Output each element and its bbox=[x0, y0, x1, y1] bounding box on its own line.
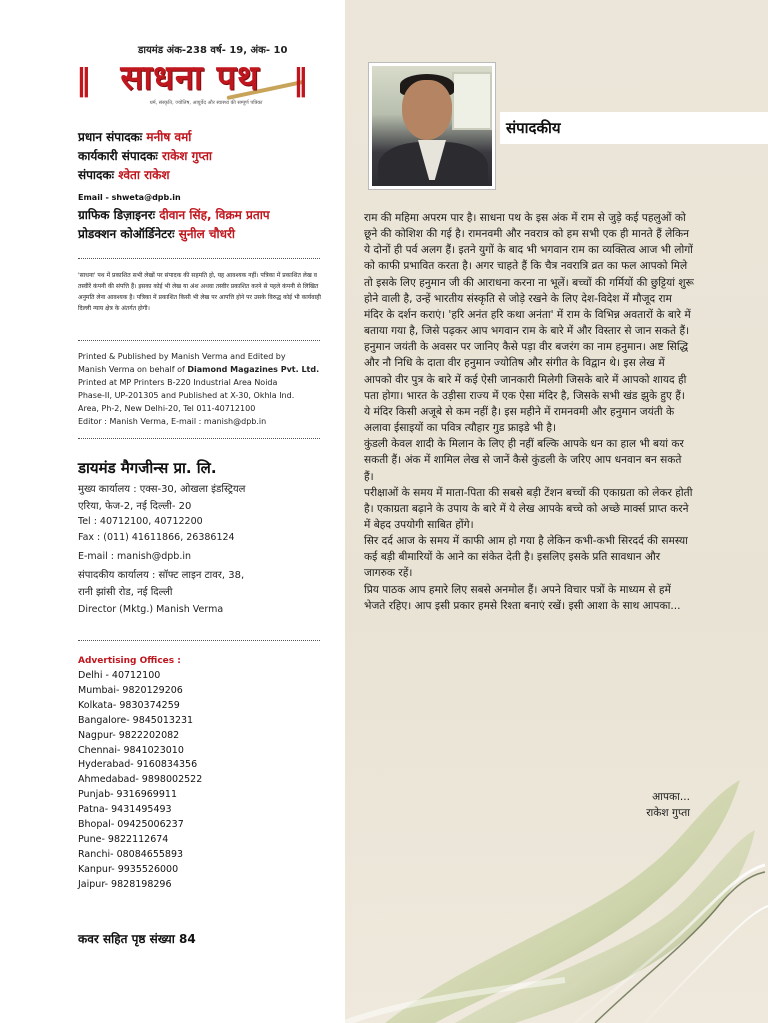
telephone: Tel : 40712100, 40712200 bbox=[78, 516, 203, 527]
address-line: रानी झांसी रोड, नई दिल्ली bbox=[78, 587, 173, 598]
editor-label: संपादकः bbox=[78, 168, 115, 182]
list-item: Mumbai- 9820129206 bbox=[78, 684, 183, 696]
print-line: Editor : Manish Verma, E-mail : manish@dpb.in bbox=[78, 417, 267, 426]
production-row bbox=[78, 225, 270, 244]
list-item: Bangalore- 9845013231 bbox=[78, 714, 194, 726]
fax: Fax : (011) 41611866, 26386124 bbox=[78, 532, 235, 543]
graphic-designer-names: दीवान सिंह, विक्रम प्रताप bbox=[159, 208, 270, 222]
print-line: Printed at MP Printers B-220 Industrial Area Noida bbox=[78, 378, 278, 387]
list-item: Patna- 9431495493 bbox=[78, 804, 172, 816]
logo-ornament-left: ‖ bbox=[76, 63, 91, 98]
print-line: Area, Ph-2, New Delhi-20, Tel 011-40712100 bbox=[78, 404, 256, 413]
decorative-swirl bbox=[345, 760, 768, 1023]
magazine-logo bbox=[76, 58, 308, 110]
list-item: Delhi - 40712100 bbox=[78, 670, 161, 681]
divider bbox=[78, 340, 320, 341]
address-line: संपादकीय कार्यालय : सॉफ्ट लाइन टावर, 38, bbox=[78, 570, 245, 581]
chief-editor-label: प्रधान संपादकः bbox=[78, 130, 143, 144]
divider bbox=[78, 640, 320, 641]
editorial-signature bbox=[560, 789, 690, 821]
design-credits bbox=[78, 206, 270, 244]
advertising-heading: Advertising Offices : bbox=[78, 656, 181, 666]
list-item: Punjab- 9316969911 bbox=[78, 789, 177, 801]
editorial-paragraph: हनुमान जयंती के अवसर पर जानिए कैसे पड़ा वीर बजरंग का नाम हनुमान। अष्ट सिद्धि और नौ निधि के दाता वीर हनुमान ज्योतिष और संगीत के विद्वान थे। इस लेख में आपको वीर पुत्र के बारे में कई ऐसी जानकारी मिलेगी जिसके बारे में आपको शायद ही पता होगा। भारत के उड़ीसा राज्य में एक ऐसा मंदिर है, जिसके सभी खंड झुके हुए हैं। ये मंदिर किसी अजूबे से कम नहीं है। इस महीने में रामनवमी और हनुमान जयंती के अलावा ईसाइयों का पवित्र त्यौहार गुड फ्राइडे भी है। bbox=[364, 341, 689, 435]
divider bbox=[78, 258, 320, 259]
print-line: Printed & Published by Manish Verma and Edited by bbox=[78, 352, 286, 361]
advertising-offices bbox=[78, 669, 202, 893]
executive-editor-label: कार्यकारी संपादकः bbox=[78, 149, 158, 163]
editorial-paragraph: प्रिय पाठक आप हमारे लिए सबसे अनमोल हैं। अपने विचार पत्रों के माध्यम से हमें भेजते रहिए। आप इसी प्रकार हमसे रिश्ता बनाएं रखें। इसी आशा के साथ आपका... bbox=[364, 583, 681, 612]
director: Director (Mktg.) Manish Verma bbox=[78, 604, 224, 615]
signature-line: आपका... bbox=[652, 791, 690, 803]
editor-photo bbox=[368, 62, 496, 190]
list-item: Hyderabad- 9160834356 bbox=[78, 759, 198, 771]
staff-credits bbox=[78, 128, 212, 185]
publisher-email: E-mail : manish@dpb.in bbox=[78, 551, 192, 562]
editor-name: श्वेता राकेश bbox=[118, 168, 170, 182]
editor-row bbox=[78, 166, 212, 185]
page-count: कवर सहित पृष्ठ संख्या 84 bbox=[78, 932, 196, 946]
print-line: Phase-II, UP-201305 and Published at X-30, Okhla Ind. bbox=[78, 391, 295, 400]
list-item: Jaipur- 9828198296 bbox=[78, 878, 172, 890]
publisher-name: डायमंड मैगजीन्स प्रा. लि. bbox=[78, 459, 217, 477]
disclaimer-text: 'साधना' पथ में प्रकाशित सभी लेखों पर संपादक की सहमति हो, यह आवश्यक नहीं। पत्रिका में प्रकाशित लेख व तस्वीरें कंपनी की संपत्ति हैं। इसका कोई भी लेख या अंश अथवा तस्वीर प्रकाशित करने से पहले कंपनी से लिखित अनुमति लेना आवश्यक है। पत्रिका में प्रकाशित किसी भी लेख पर आपत्ति होने पर उसके विरुद्ध कोई भी कार्यवाही दिल्ली न्याय क्षेत्र के अंतर्गत होगी। bbox=[78, 272, 321, 312]
graphic-designer-label: ग्राफिक डिज़ाइनरः bbox=[78, 208, 156, 222]
editorial-paragraph: परीक्षाओं के समय में माता-पिता की सबसे बड़ी टेंशन बच्चों की एकाग्रता को लेकर होती है। एकाग्रता बढ़ाने के उपाय के बारे में ये लेख आपके बच्चे को अच्छे मार्क्स प्राप्त करने में बेहद उपयोगी साबित होंगे। bbox=[364, 486, 693, 531]
magazine-tagline: धर्म, संस्कृति, ज्योतिष, आयुर्वेद और स्वास्थ्य की सम्पूर्ण पत्रिका bbox=[149, 100, 263, 106]
list-item: Pune- 9822112674 bbox=[78, 833, 169, 845]
logo-ornament-right: ‖ bbox=[293, 63, 308, 98]
chief-editor-name: मनीष वर्मा bbox=[146, 130, 192, 144]
executive-editor-row bbox=[78, 147, 212, 166]
editorial-body bbox=[364, 210, 694, 614]
list-item: Nagpur- 9822202082 bbox=[78, 729, 180, 741]
list-item: Chennai- 9841023010 bbox=[78, 744, 184, 756]
list-item: Ahmedabad- 9898002522 bbox=[78, 774, 203, 786]
list-item: Bhopal- 09425006237 bbox=[78, 819, 184, 831]
production-label: प्रोडक्शन कोऑर्डिनेटरः bbox=[78, 227, 175, 241]
divider bbox=[78, 438, 320, 439]
address-line: मुख्य कार्यालय : एक्स-30, ओखला इंडस्ट्रियल bbox=[78, 484, 246, 495]
address-line: एरिया, फेज-2, नई दिल्ली- 20 bbox=[78, 501, 192, 512]
print-line bbox=[78, 363, 328, 376]
print-info bbox=[78, 350, 328, 428]
editor-email: Email - shweta@dpb.in bbox=[78, 193, 181, 202]
list-item: Kanpur- 9935526000 bbox=[78, 863, 179, 875]
list-item: Ranchi- 08084655893 bbox=[78, 848, 184, 860]
editorial-heading: संपादकीय bbox=[506, 119, 561, 137]
print-line-text: Manish Verma on behalf of bbox=[78, 365, 188, 374]
editorial-paragraph: राम की महिमा अपरम पार है। साधना पथ के इस अंक में राम से जुड़े कई पहलुओं को छूने की कोशिश की गई है। रामनवमी और नवरात्र को हम सभी एक ही मानते हैं लेकिन ये दोनों ही पर्व अलग हैं। इतने युगों के बाद भी भगवान राम का व्यक्तित्व आज भी लोगों को काफी प्रभावित करता है। अगर चाहते हैं कि चैत्र नवरात्रि व्रत का फल आपको मिले तो इसके लिए हनुमान जी की आराधना करना ना भूलें। बच्चों की गर्मियों की छुट्टियां शुरू होने वाली है, उन्हें भारतीय संस्कृति से जोड़े रखने के लिए देश-विदेश में मौजूद राम मंदिर के दर्शन कराएं। 'हरि अनंत हरि कथा अनंता' में राम के विभिन्न अवतारों के बारे में बताया गया है, जिसे पढ़कर आप भगवान राम के बारे में और विस्तार से जान सकते हैं। bbox=[364, 212, 694, 338]
magazine-title: साधना पथ bbox=[120, 58, 260, 98]
editorial-paragraph: कुंडली केवल शादी के मिलान के लिए ही नहीं बल्कि आपके धन का हाल भी बयां कर सकती हैं। अंक में शामिल लेख से जानें कैसे कुंडली के जरिए आप धनवान बन सकते हैं। bbox=[364, 438, 684, 483]
issue-line: डायमंड अंक-238 वर्ष- 19, अंक- 10 bbox=[138, 45, 288, 56]
publisher-address bbox=[78, 481, 328, 618]
production-name: सुनील चौधरी bbox=[178, 227, 236, 241]
list-item: Kolkata- 9830374259 bbox=[78, 699, 180, 711]
company-name: Diamond Magazines Pvt. Ltd. bbox=[187, 365, 320, 374]
chief-editor-row bbox=[78, 128, 212, 147]
editorial-paragraph: सिर दर्द आज के समय में काफी आम हो गया है लेकिन कभी-कभी सिरदर्द की समस्या कई बड़ी बीमारियों के आने का संकेत देती है। इसलिए इसके प्रति सावधान और जागरुक रहें। bbox=[364, 535, 688, 580]
executive-editor-name: राकेश गुप्ता bbox=[162, 149, 213, 163]
signature-name: राकेश गुप्ता bbox=[646, 807, 690, 820]
graphic-designer-row bbox=[78, 206, 270, 225]
